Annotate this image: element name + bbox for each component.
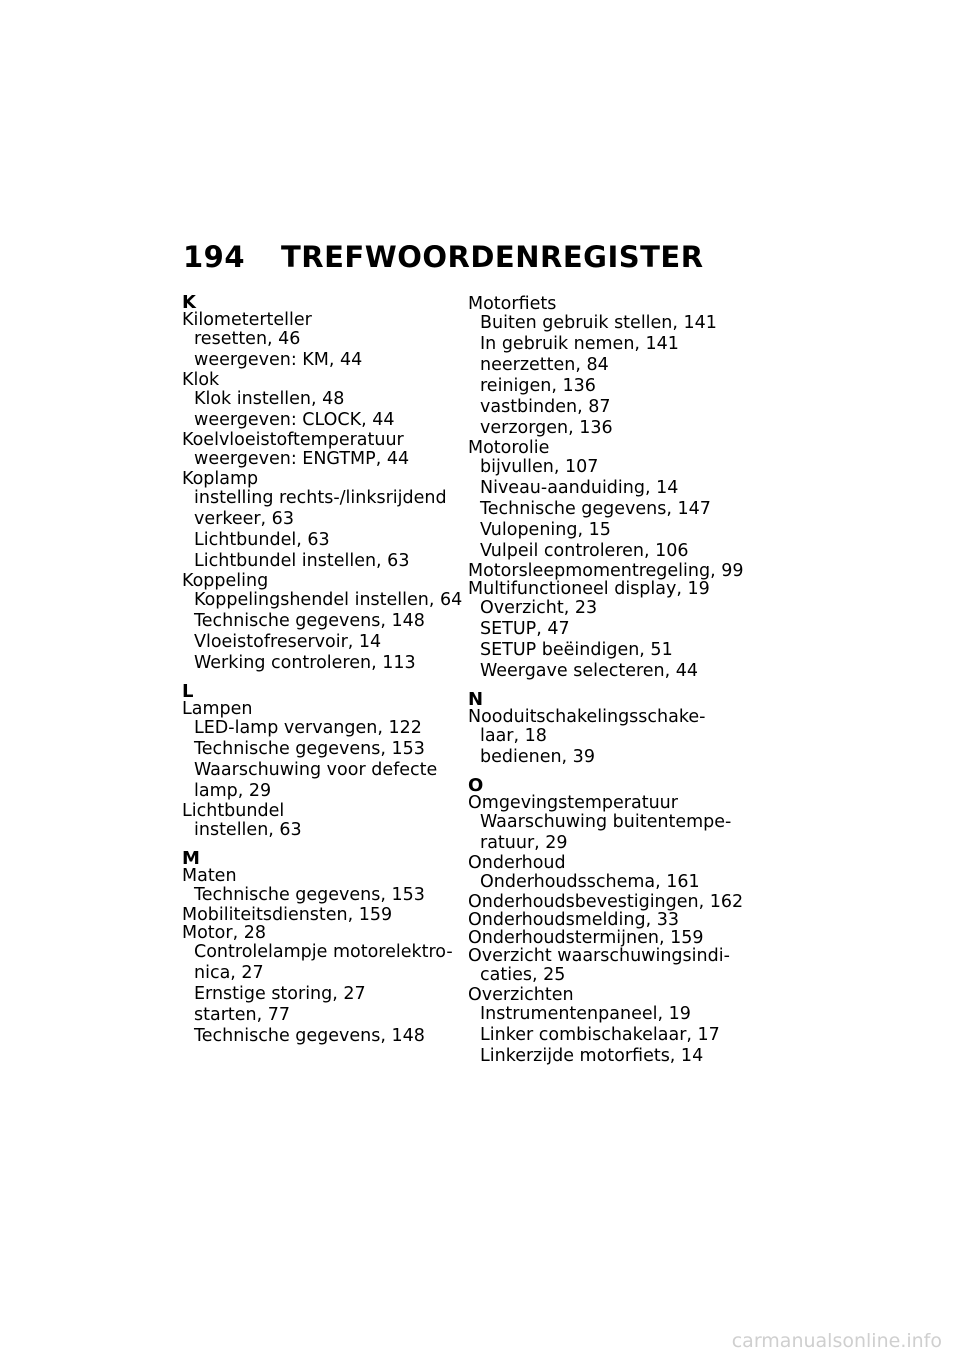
index-subentry: Waarschuwing buitentempe-: [480, 812, 732, 832]
index-section-letter: K: [182, 292, 196, 313]
index-subentry: Technische gegevens, 153: [194, 739, 425, 759]
index-subentry: Koppelingshendel instellen, 64: [194, 590, 463, 610]
index-term: Motorolie: [468, 438, 550, 458]
index-subentry: vastbinden, 87: [480, 397, 611, 417]
index-subentry: Werking controleren, 113: [194, 653, 416, 673]
index-subentry: Technische gegevens, 148: [194, 611, 425, 631]
index-subentry: weergeven: KM, 44: [194, 350, 363, 370]
index-subentry: caties, 25: [480, 965, 566, 985]
index-subentry: Klok instellen, 48: [194, 389, 345, 409]
index-subentry: neerzetten, 84: [480, 355, 609, 375]
index-term: Lichtbundel: [182, 801, 285, 821]
index-subentry: reinigen, 136: [480, 376, 596, 396]
index-term: Kilometerteller: [182, 310, 312, 330]
index-subentry: Controlelampje motorelektro-: [194, 942, 453, 962]
index-subentry: nica, 27: [194, 963, 264, 983]
index-subentry: Vloeistofreservoir, 14: [194, 632, 382, 652]
index-subentry: weergeven: CLOCK, 44: [194, 410, 395, 430]
index-column-left: [182, 292, 463, 1047]
index-subentry: Buiten gebruik stellen, 141: [480, 313, 717, 333]
index-term: Lampen: [182, 699, 253, 719]
index-subentry: instellen, 63: [194, 820, 302, 840]
index-subentry: Vulopening, 15: [480, 520, 611, 540]
index-subentry: Niveau-aanduiding, 14: [480, 478, 679, 498]
index-term: Onderhoud: [468, 853, 566, 873]
index-section-letter: L: [182, 681, 194, 702]
index-subentry: LED-lamp vervangen, 122: [194, 718, 422, 738]
index-subentry: SETUP, 47: [480, 619, 570, 639]
index-subentry: Waarschuwing voor defecte: [194, 760, 438, 780]
index-subentry: Vulpeil controleren, 106: [480, 541, 689, 561]
index-subentry: laar, 18: [480, 726, 547, 746]
index-subentry: resetten, 46: [194, 329, 301, 349]
index-subentry: Technische gegevens, 147: [480, 499, 711, 519]
index-subentry: SETUP beëindigen, 51: [480, 640, 673, 660]
index-column-right: [468, 295, 758, 1067]
watermark: carmanualsonline.info: [731, 1330, 942, 1352]
index-term: Motor, 28: [182, 923, 266, 943]
index-subentry: ratuur, 29: [480, 833, 568, 853]
index-term: Motorfiets: [468, 294, 557, 314]
index-subentry: Instrumentenpaneel, 19: [480, 1004, 691, 1024]
index-subentry: instelling rechts-/linksrijdend: [194, 488, 447, 508]
index-term: Overzicht waarschuwingsindi-: [468, 946, 730, 966]
index-subentry: Linkerzijde motorfiets, 14: [480, 1046, 704, 1066]
index-subentry: weergeven: ENGTMP, 44: [194, 449, 410, 469]
index-term: Onderhoudsmelding, 33: [468, 910, 679, 930]
index-subentry: Technische gegevens, 153: [194, 885, 425, 905]
index-subentry: bijvullen, 107: [480, 457, 599, 477]
index-term: Onderhoudstermijnen, 159: [468, 928, 704, 948]
index-term: Motorsleepmomentregeling, 99: [468, 561, 744, 581]
index-subentry: Weergave selecteren, 44: [480, 661, 699, 681]
index-subentry: Ernstige storing, 27: [194, 984, 366, 1004]
index-subentry: Overzicht, 23: [480, 598, 598, 618]
index-section-letter: N: [468, 689, 484, 710]
index-subentry: Linker combischakelaar, 17: [480, 1025, 720, 1045]
index-term: Klok: [182, 370, 220, 390]
page-number: 194: [183, 240, 246, 274]
index-term: Nooduitschakelingsschake-: [468, 707, 706, 727]
index-term: Koplamp: [182, 469, 259, 489]
index-term: Overzichten: [468, 985, 574, 1005]
index-subentry: lamp, 29: [194, 781, 272, 801]
index-term: Multifunctioneel display, 19: [468, 579, 710, 599]
index-subentry: Lichtbundel, 63: [194, 530, 330, 550]
index-subentry: In gebruik nemen, 141: [480, 334, 679, 354]
index-subentry: starten, 77: [194, 1005, 291, 1025]
page-header: [183, 240, 704, 274]
index-subentry: verkeer, 63: [194, 509, 294, 529]
index-subentry: bedienen, 39: [480, 747, 595, 767]
index-subentry: Onderhoudsschema, 161: [480, 872, 700, 892]
index-term: Maten: [182, 866, 237, 886]
index-subentry: Lichtbundel instellen, 63: [194, 551, 410, 571]
index-subentry: Technische gegevens, 148: [194, 1026, 425, 1046]
index-subentry: verzorgen, 136: [480, 418, 613, 438]
index-term: Koppeling: [182, 571, 269, 591]
index-term: Koelvloeistoftemperatuur: [182, 430, 404, 450]
index-term: Omgevingstemperatuur: [468, 793, 678, 813]
page-title: TREFWOORDENREGISTER: [281, 240, 704, 274]
index-section-letter: M: [182, 848, 200, 869]
index-section-letter: O: [468, 775, 484, 796]
index-term: Onderhoudsbevestigingen, 162: [468, 892, 744, 912]
index-term: Mobiliteitsdiensten, 159: [182, 905, 393, 925]
